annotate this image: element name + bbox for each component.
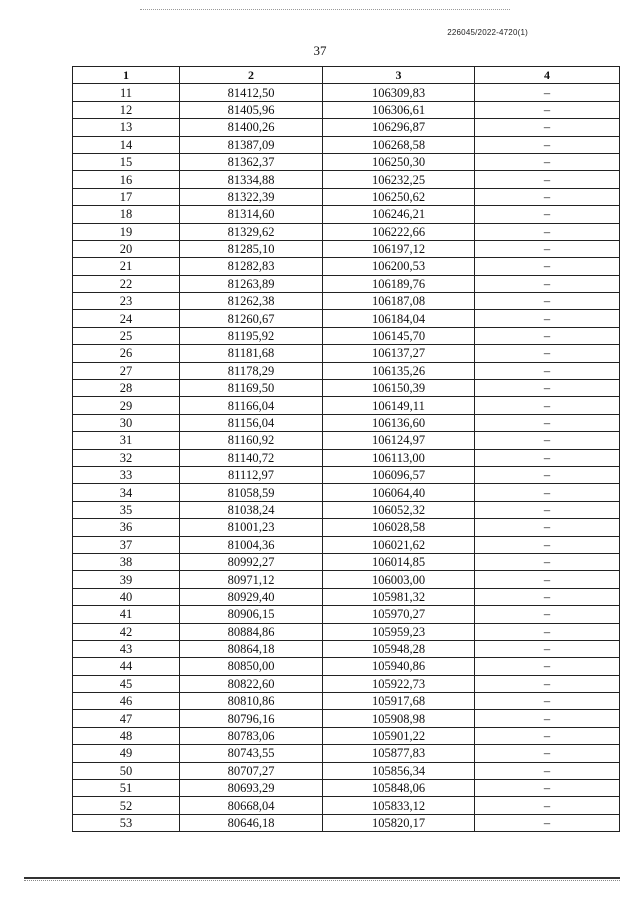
y-coordinate-cell: 106064,40 [323, 484, 475, 501]
y-coordinate-cell: 106306,61 [323, 101, 475, 118]
table-row [73, 223, 620, 240]
point-number-cell: 48 [73, 727, 180, 744]
table-row [73, 745, 620, 762]
point-number-cell: 53 [73, 814, 180, 831]
x-coordinate-cell: 80971,12 [180, 571, 323, 588]
column-header: 2 [180, 67, 323, 84]
y-coordinate-cell: 106187,08 [323, 293, 475, 310]
table-row [73, 606, 620, 623]
point-number-cell: 19 [73, 223, 180, 240]
x-coordinate-cell: 80906,15 [180, 606, 323, 623]
table-row [73, 675, 620, 692]
point-number-cell: 39 [73, 571, 180, 588]
note-cell: – [475, 414, 620, 431]
y-coordinate-cell: 105922,73 [323, 675, 475, 692]
x-coordinate-cell: 80693,29 [180, 780, 323, 797]
x-coordinate-cell: 81362,37 [180, 153, 323, 170]
note-cell: – [475, 432, 620, 449]
y-coordinate-cell: 106137,27 [323, 345, 475, 362]
x-coordinate-cell: 80743,55 [180, 745, 323, 762]
x-coordinate-cell: 81156,04 [180, 414, 323, 431]
point-number-cell: 27 [73, 362, 180, 379]
table-row [73, 762, 620, 779]
table-row [73, 171, 620, 188]
y-coordinate-cell: 106189,76 [323, 275, 475, 292]
y-coordinate-cell: 105877,83 [323, 745, 475, 762]
table-row [73, 188, 620, 205]
table-header-row [73, 67, 620, 84]
table-row [73, 658, 620, 675]
point-number-cell: 36 [73, 519, 180, 536]
note-cell: – [475, 693, 620, 710]
table-row [73, 484, 620, 501]
x-coordinate-cell: 81263,89 [180, 275, 323, 292]
x-coordinate-cell: 81400,26 [180, 119, 323, 136]
x-coordinate-cell: 81178,29 [180, 362, 323, 379]
point-number-cell: 42 [73, 623, 180, 640]
note-cell: – [475, 658, 620, 675]
point-number-cell: 38 [73, 553, 180, 570]
y-coordinate-cell: 105901,22 [323, 727, 475, 744]
x-coordinate-cell: 80707,27 [180, 762, 323, 779]
y-coordinate-cell: 105940,86 [323, 658, 475, 675]
table-row [73, 449, 620, 466]
note-cell: – [475, 745, 620, 762]
x-coordinate-cell: 81169,50 [180, 380, 323, 397]
point-number-cell: 50 [73, 762, 180, 779]
y-coordinate-cell: 106136,60 [323, 414, 475, 431]
top-divider [140, 9, 510, 10]
point-number-cell: 45 [73, 675, 180, 692]
y-coordinate-cell: 105981,32 [323, 588, 475, 605]
x-coordinate-cell: 80864,18 [180, 640, 323, 657]
x-coordinate-cell: 81001,23 [180, 519, 323, 536]
point-number-cell: 11 [73, 84, 180, 101]
point-number-cell: 18 [73, 206, 180, 223]
y-coordinate-cell: 106250,30 [323, 153, 475, 170]
x-coordinate-cell: 81387,09 [180, 136, 323, 153]
note-cell: – [475, 466, 620, 483]
x-coordinate-cell: 80822,60 [180, 675, 323, 692]
table-row [73, 501, 620, 518]
x-coordinate-cell: 81412,50 [180, 84, 323, 101]
table-row [73, 466, 620, 483]
point-number-cell: 44 [73, 658, 180, 675]
y-coordinate-cell: 106200,53 [323, 258, 475, 275]
point-number-cell: 32 [73, 449, 180, 466]
y-coordinate-cell: 105856,34 [323, 762, 475, 779]
y-coordinate-cell: 105848,06 [323, 780, 475, 797]
x-coordinate-cell: 80796,16 [180, 710, 323, 727]
note-cell: – [475, 397, 620, 414]
table-row [73, 432, 620, 449]
y-coordinate-cell: 105908,98 [323, 710, 475, 727]
point-number-cell: 30 [73, 414, 180, 431]
table-row [73, 84, 620, 101]
table-row [73, 275, 620, 292]
note-cell: – [475, 571, 620, 588]
y-coordinate-cell: 106028,58 [323, 519, 475, 536]
x-coordinate-cell: 81166,04 [180, 397, 323, 414]
x-coordinate-cell: 81038,24 [180, 501, 323, 518]
point-number-cell: 16 [73, 171, 180, 188]
note-cell: – [475, 310, 620, 327]
note-cell: – [475, 188, 620, 205]
y-coordinate-cell: 106250,62 [323, 188, 475, 205]
y-coordinate-cell: 105917,68 [323, 693, 475, 710]
table-row [73, 536, 620, 553]
note-cell: – [475, 675, 620, 692]
table-row [73, 327, 620, 344]
point-number-cell: 26 [73, 345, 180, 362]
point-number-cell: 13 [73, 119, 180, 136]
x-coordinate-cell: 81260,67 [180, 310, 323, 327]
x-coordinate-cell: 80668,04 [180, 797, 323, 814]
table-row [73, 206, 620, 223]
table-row [73, 345, 620, 362]
table-row [73, 588, 620, 605]
column-header: 3 [323, 67, 475, 84]
point-number-cell: 49 [73, 745, 180, 762]
point-number-cell: 12 [73, 101, 180, 118]
y-coordinate-cell: 106124,97 [323, 432, 475, 449]
y-coordinate-cell: 105948,28 [323, 640, 475, 657]
point-number-cell: 43 [73, 640, 180, 657]
note-cell: – [475, 293, 620, 310]
x-coordinate-cell: 81329,62 [180, 223, 323, 240]
y-coordinate-cell: 106268,58 [323, 136, 475, 153]
table-row [73, 119, 620, 136]
y-coordinate-cell: 106222,66 [323, 223, 475, 240]
note-cell: – [475, 84, 620, 101]
table-row [73, 693, 620, 710]
note-cell: – [475, 780, 620, 797]
point-number-cell: 17 [73, 188, 180, 205]
table-row [73, 101, 620, 118]
note-cell: – [475, 710, 620, 727]
note-cell: – [475, 345, 620, 362]
note-cell: – [475, 258, 620, 275]
x-coordinate-cell: 81058,59 [180, 484, 323, 501]
x-coordinate-cell: 80884,86 [180, 623, 323, 640]
point-number-cell: 46 [73, 693, 180, 710]
page-number: 37 [313, 43, 327, 58]
note-cell: – [475, 762, 620, 779]
table-row [73, 710, 620, 727]
table-row [73, 380, 620, 397]
point-number-cell: 21 [73, 258, 180, 275]
note-cell: – [475, 240, 620, 257]
note-cell: – [475, 223, 620, 240]
y-coordinate-cell: 106246,21 [323, 206, 475, 223]
note-cell: – [475, 153, 620, 170]
note-cell: – [475, 171, 620, 188]
x-coordinate-cell: 80992,27 [180, 553, 323, 570]
note-cell: – [475, 519, 620, 536]
x-coordinate-cell: 81285,10 [180, 240, 323, 257]
document-number: 226045/2022-4720(1) [447, 28, 528, 37]
x-coordinate-cell: 80783,06 [180, 727, 323, 744]
note-cell: – [475, 327, 620, 344]
table-row [73, 571, 620, 588]
table-row [73, 814, 620, 831]
table-row [73, 623, 620, 640]
y-coordinate-cell: 106296,87 [323, 119, 475, 136]
point-number-cell: 34 [73, 484, 180, 501]
y-coordinate-cell: 106135,26 [323, 362, 475, 379]
bottom-divider-dotted [24, 880, 620, 881]
table-row [73, 397, 620, 414]
point-number-cell: 51 [73, 780, 180, 797]
x-coordinate-cell: 81282,83 [180, 258, 323, 275]
point-number-cell: 40 [73, 588, 180, 605]
x-coordinate-cell: 80810,86 [180, 693, 323, 710]
x-coordinate-cell: 80646,18 [180, 814, 323, 831]
bottom-divider [24, 877, 620, 879]
note-cell: – [475, 623, 620, 640]
table-row [73, 797, 620, 814]
coordinates-table [72, 66, 620, 832]
y-coordinate-cell: 105820,17 [323, 814, 475, 831]
y-coordinate-cell: 105959,23 [323, 623, 475, 640]
note-cell: – [475, 588, 620, 605]
table-row [73, 727, 620, 744]
table-row [73, 153, 620, 170]
note-cell: – [475, 206, 620, 223]
table-row [73, 553, 620, 570]
x-coordinate-cell: 81334,88 [180, 171, 323, 188]
y-coordinate-cell: 106113,00 [323, 449, 475, 466]
table-row [73, 240, 620, 257]
note-cell: – [475, 101, 620, 118]
x-coordinate-cell: 81181,68 [180, 345, 323, 362]
x-coordinate-cell: 81314,60 [180, 206, 323, 223]
point-number-cell: 35 [73, 501, 180, 518]
point-number-cell: 14 [73, 136, 180, 153]
note-cell: – [475, 814, 620, 831]
note-cell: – [475, 606, 620, 623]
table-row [73, 362, 620, 379]
point-number-cell: 33 [73, 466, 180, 483]
y-coordinate-cell: 106145,70 [323, 327, 475, 344]
table-row [73, 780, 620, 797]
y-coordinate-cell: 106003,00 [323, 571, 475, 588]
table-row [73, 640, 620, 657]
table-row [73, 258, 620, 275]
point-number-cell: 28 [73, 380, 180, 397]
table-row [73, 414, 620, 431]
point-number-cell: 15 [73, 153, 180, 170]
note-cell: – [475, 536, 620, 553]
x-coordinate-cell: 81004,36 [180, 536, 323, 553]
note-cell: – [475, 484, 620, 501]
note-cell: – [475, 119, 620, 136]
point-number-cell: 37 [73, 536, 180, 553]
point-number-cell: 29 [73, 397, 180, 414]
column-header: 4 [475, 67, 620, 84]
y-coordinate-cell: 106150,39 [323, 380, 475, 397]
x-coordinate-cell: 81140,72 [180, 449, 323, 466]
note-cell: – [475, 797, 620, 814]
note-cell: – [475, 553, 620, 570]
note-cell: – [475, 449, 620, 466]
note-cell: – [475, 136, 620, 153]
x-coordinate-cell: 81322,39 [180, 188, 323, 205]
point-number-cell: 22 [73, 275, 180, 292]
point-number-cell: 52 [73, 797, 180, 814]
y-coordinate-cell: 106021,62 [323, 536, 475, 553]
point-number-cell: 41 [73, 606, 180, 623]
table-row [73, 136, 620, 153]
y-coordinate-cell: 106149,11 [323, 397, 475, 414]
point-number-cell: 47 [73, 710, 180, 727]
note-cell: – [475, 501, 620, 518]
x-coordinate-cell: 81195,92 [180, 327, 323, 344]
x-coordinate-cell: 81160,92 [180, 432, 323, 449]
y-coordinate-cell: 106197,12 [323, 240, 475, 257]
table-row [73, 310, 620, 327]
table-row [73, 519, 620, 536]
note-cell: – [475, 380, 620, 397]
point-number-cell: 24 [73, 310, 180, 327]
note-cell: – [475, 727, 620, 744]
table-row [73, 293, 620, 310]
y-coordinate-cell: 106184,04 [323, 310, 475, 327]
y-coordinate-cell: 106232,25 [323, 171, 475, 188]
y-coordinate-cell: 106052,32 [323, 501, 475, 518]
y-coordinate-cell: 105833,12 [323, 797, 475, 814]
y-coordinate-cell: 106096,57 [323, 466, 475, 483]
point-number-cell: 25 [73, 327, 180, 344]
point-number-cell: 20 [73, 240, 180, 257]
x-coordinate-cell: 81112,97 [180, 466, 323, 483]
point-number-cell: 23 [73, 293, 180, 310]
note-cell: – [475, 640, 620, 657]
y-coordinate-cell: 105970,27 [323, 606, 475, 623]
x-coordinate-cell: 81405,96 [180, 101, 323, 118]
y-coordinate-cell: 106014,85 [323, 553, 475, 570]
y-coordinate-cell: 106309,83 [323, 84, 475, 101]
note-cell: – [475, 275, 620, 292]
x-coordinate-cell: 80929,40 [180, 588, 323, 605]
point-number-cell: 31 [73, 432, 180, 449]
note-cell: – [475, 362, 620, 379]
x-coordinate-cell: 81262,38 [180, 293, 323, 310]
x-coordinate-cell: 80850,00 [180, 658, 323, 675]
column-header: 1 [73, 67, 180, 84]
